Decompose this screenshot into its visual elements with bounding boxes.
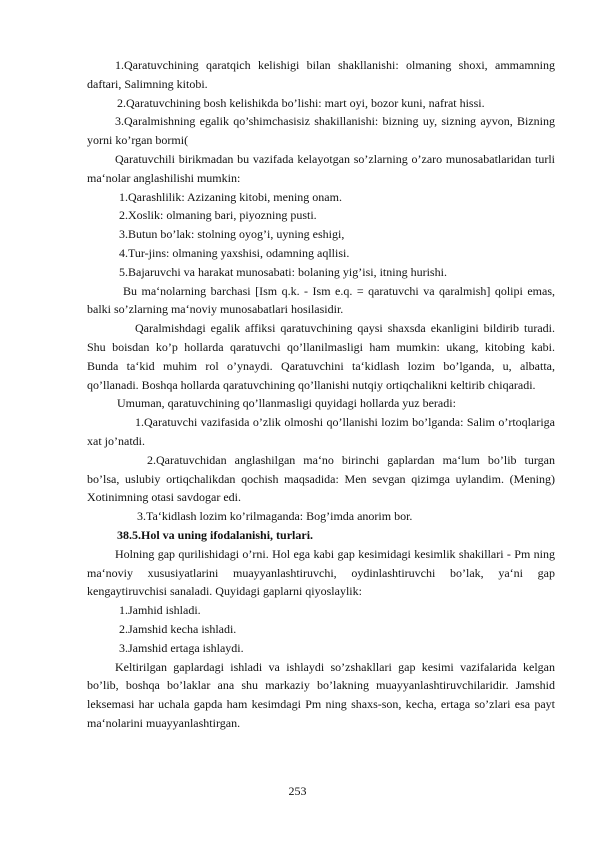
list-item-emphasis: 3.Ta‘kidlash lozim ko’rilmaganda: Bog’imda anorim bor. <box>137 509 413 524</box>
paragraph-meanings-intro: Qaratuvchili birikmadan bu vazifada kelayotgan so’zlarning o’zaro munosabatlaridan turli ma‘nolar anglashilishi mumkin: <box>87 151 555 185</box>
paragraph-nominative-case: 2.Qaratuvchining bosh kelishikda bo’lishi: mart oyi, bozor kuni, nafrat hissi. <box>117 95 485 110</box>
list-item-agent-action: 5.Bajaruvchi va harakat munosabati: bolaning yig’isi, itning hurishi. <box>119 264 447 279</box>
document-body <box>87 56 555 733</box>
list-item-genus: 4.Tur-jins: olmaning yaxshisi, odamning aqllisi. <box>119 245 350 260</box>
paragraph-reflexive-pronoun: 1.Qaratuvchi vazifasida o’zlik olmoshi qo’llanishi lozim bo’lganda: Salim o’rtoqlariga xat jo’natdi. <box>87 415 555 448</box>
example-sentence-1: 1.Jamhid ishladi. <box>119 603 201 618</box>
list-item-belonging: 1.Qarashlilik: Azizaning kitobi, mening onam. <box>119 189 342 204</box>
example-sentence-2: 2.Jamshid kecha ishladi. <box>119 621 237 636</box>
paragraph-possessive-absence: 3.Qaralmishning egalik qo’shimchasisiz shakillanishi: bizning uy, sizning ayvon, Bizning yorni ko’rgan bormi( <box>87 114 555 148</box>
paragraph-possessive-affix: Qaralmishdagi egalik affiksi qaratuvchining qaysi shaxsda ekanligini bildirib turadi. Shu boisdan ko’p hollarda qaratuvchi qo’llanilmasligi ham mumkin: ukang, kitobing kabi. Bunda ta‘kid muhim rol o’ynaydi. Qaratuvchini ta‘kidlash lozim bo’lganda, u, albatta, qo’llanadi. Boshqa hollarda qaratuvchining qo’llanishi nutqiy ortiqchalikni keltirib chiqaradi. <box>87 321 555 392</box>
section-heading: 38.5.Hol va uning ifodalanishi, turlari. <box>117 527 314 542</box>
paragraph-pattern-note: Bu ma‘nolarning barchasi [Ism q.k. - Ism e.q. = qaratuvchi va qaralmish] qolipi emas, balki so’zlarning ma‘noviy munosabatlari hosilasidir. <box>87 283 555 317</box>
page-number: 253 <box>288 784 307 798</box>
paragraph-stylistic-redundancy: 2.Qaratuvchidan anglashilgan ma‘no birinchi gaplardan ma‘lum bo’lib turgan bo’lsa, uslubiy ortiqchalikdan qochish maqsadida: Men sevgan qizimga uylandim. (Mening) Xotinimning otasi savdogar edi. <box>87 452 555 505</box>
list-item-whole-part: 3.Butun bo’lak: stolning oyog’i, uyning eshigi, <box>119 227 345 242</box>
paragraph-omission-intro: Umuman, qaratuvchining qo’llanmasligi quyidagi hollarda yuz beradi: <box>117 396 456 411</box>
example-sentence-3: 3.Jamshid ertaga ishlaydi. <box>119 640 244 655</box>
paragraph-analysis: Keltirilgan gaplardagi ishladi va ishlaydi so’zshakllari gap kesimi vazifalarida kelgan bo’lib, boshqa bo’laklar ana shu markaziy bo’lakning muayyanlashtiruvchilaridir. Jamshid leksemasi har uchala gapda ham kesimdagi Pm ning shaxs-son, kecha, ertaga so’zlari esa payt ma‘nolarini muayyanlashtirgan. <box>87 659 555 730</box>
paragraph-genitive-formation: 1.Qaratuvchining qaratqich kelishigi bilan shakllanishi: olmaning shoxi, ammamning daftari, Salimning kitobi. <box>87 58 555 91</box>
paragraph-adverbial-role: Holning gap qurilishidagi o’rni. Hol ega kabi gap kesimidagi kesimlik shakillari - Pm ning ma‘noviy xususiyatlarini muayyanlashtiruvchi, oydinlashtiruvchi bo’lak, ya‘ni gap kengaytiruvchisi sanaladi. Quyidagi gaplarni qiyoslaylik: <box>87 546 555 599</box>
list-item-specific: 2.Xoslik: olmaning bari, piyozning pusti. <box>119 208 317 223</box>
